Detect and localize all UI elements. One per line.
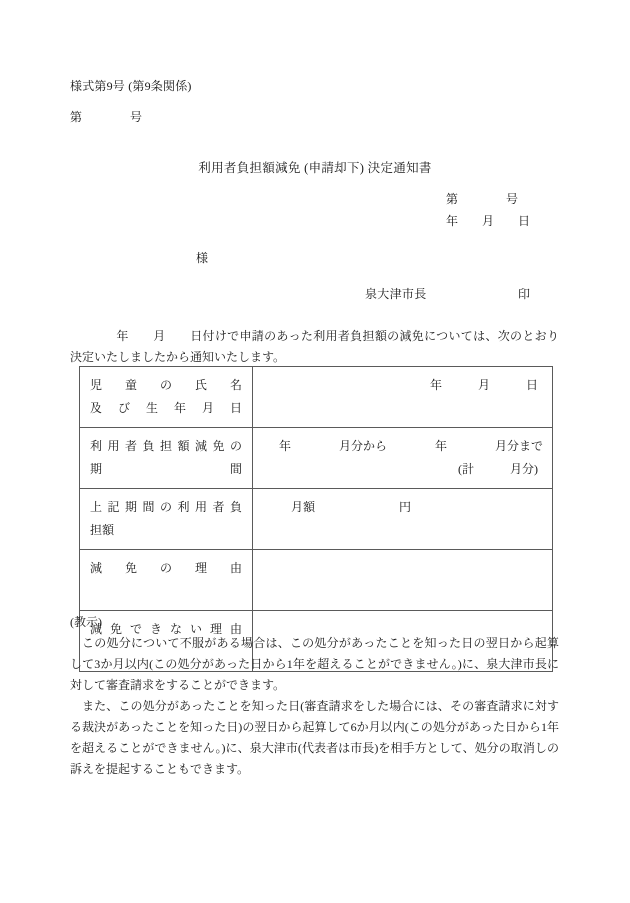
label-line: 担額 xyxy=(90,523,115,537)
document-number-field: 第 号 xyxy=(70,110,143,124)
label-line: 期 間 xyxy=(90,462,242,476)
table-row xyxy=(80,428,553,489)
value-line-birthdate: 年 月 日 xyxy=(429,378,538,392)
addressee-honorific: 様 xyxy=(196,251,209,265)
row-value-exemption-period[interactable] xyxy=(253,428,553,489)
label-line: 減免できない理由 xyxy=(90,622,242,636)
form-number: 様式第9号 (第9条関係) xyxy=(70,79,192,93)
intro-text: 年 月 日付けで申請のあった利用者負担額の減免については、次のとおり決定いたしましたから通知いたします。 xyxy=(70,329,559,364)
value-line-period-total: (計 月分) xyxy=(458,462,538,476)
seal-mark-icon: 印 xyxy=(518,287,531,301)
row-label-user-charge xyxy=(80,489,253,550)
instructions-section xyxy=(70,612,559,780)
row-label-exemption-reason xyxy=(80,550,253,611)
issuer-name: 泉大津市長 xyxy=(365,287,427,301)
table-row xyxy=(80,550,553,611)
intro-paragraph xyxy=(70,326,559,368)
row-value-exemption-reason[interactable] xyxy=(253,550,553,611)
row-label-child-name xyxy=(80,367,253,428)
row-value-user-charge[interactable] xyxy=(253,489,553,550)
table-row xyxy=(80,367,553,428)
value-line-period-range: 年 月分から 年 月分まで xyxy=(267,439,544,453)
label-line: 上記期間の利用者負 xyxy=(90,500,242,514)
instructions-paragraph-2: また、この処分があったことを知った日(審査請求をした場合には、その審査請求に対する裁決があったことを知った日)の翌日から起算して6か月以内(この処分があった日から1年を超えることができません。)に、泉大津市(代表者は市長)を相手方として、処分の取消しの訴えを提起することもできます。 xyxy=(70,699,559,776)
table-row xyxy=(80,489,553,550)
label-spacer xyxy=(90,580,242,603)
row-value-child-name[interactable] xyxy=(253,367,553,428)
issue-number-field: 第 号 xyxy=(446,192,519,206)
page-title: 利用者負担額減免 (申請却下) 決定通知書 xyxy=(198,161,432,175)
label-line: 及び生年月日 xyxy=(90,401,242,415)
label-line: 児童の氏名 xyxy=(90,378,242,392)
row-label-exemption-period xyxy=(80,428,253,489)
value-line-monthly-amount: 月額 円 xyxy=(267,500,412,514)
value-line xyxy=(267,557,538,580)
instructions-heading: (教示) xyxy=(70,615,102,629)
label-line: 減 免 の 理 由 xyxy=(90,561,242,575)
label-line: 利用者負担額減免の xyxy=(90,439,242,453)
instructions-paragraph-1: この処分について不服がある場合は、この処分があったことを知った日の翌日から起算して3か月以内(この処分があった日から1年を超えることができません。)に、泉大津市長に対して審査請求をすることができます。 xyxy=(70,636,559,692)
issue-date-field: 年 月 日 xyxy=(446,214,531,228)
